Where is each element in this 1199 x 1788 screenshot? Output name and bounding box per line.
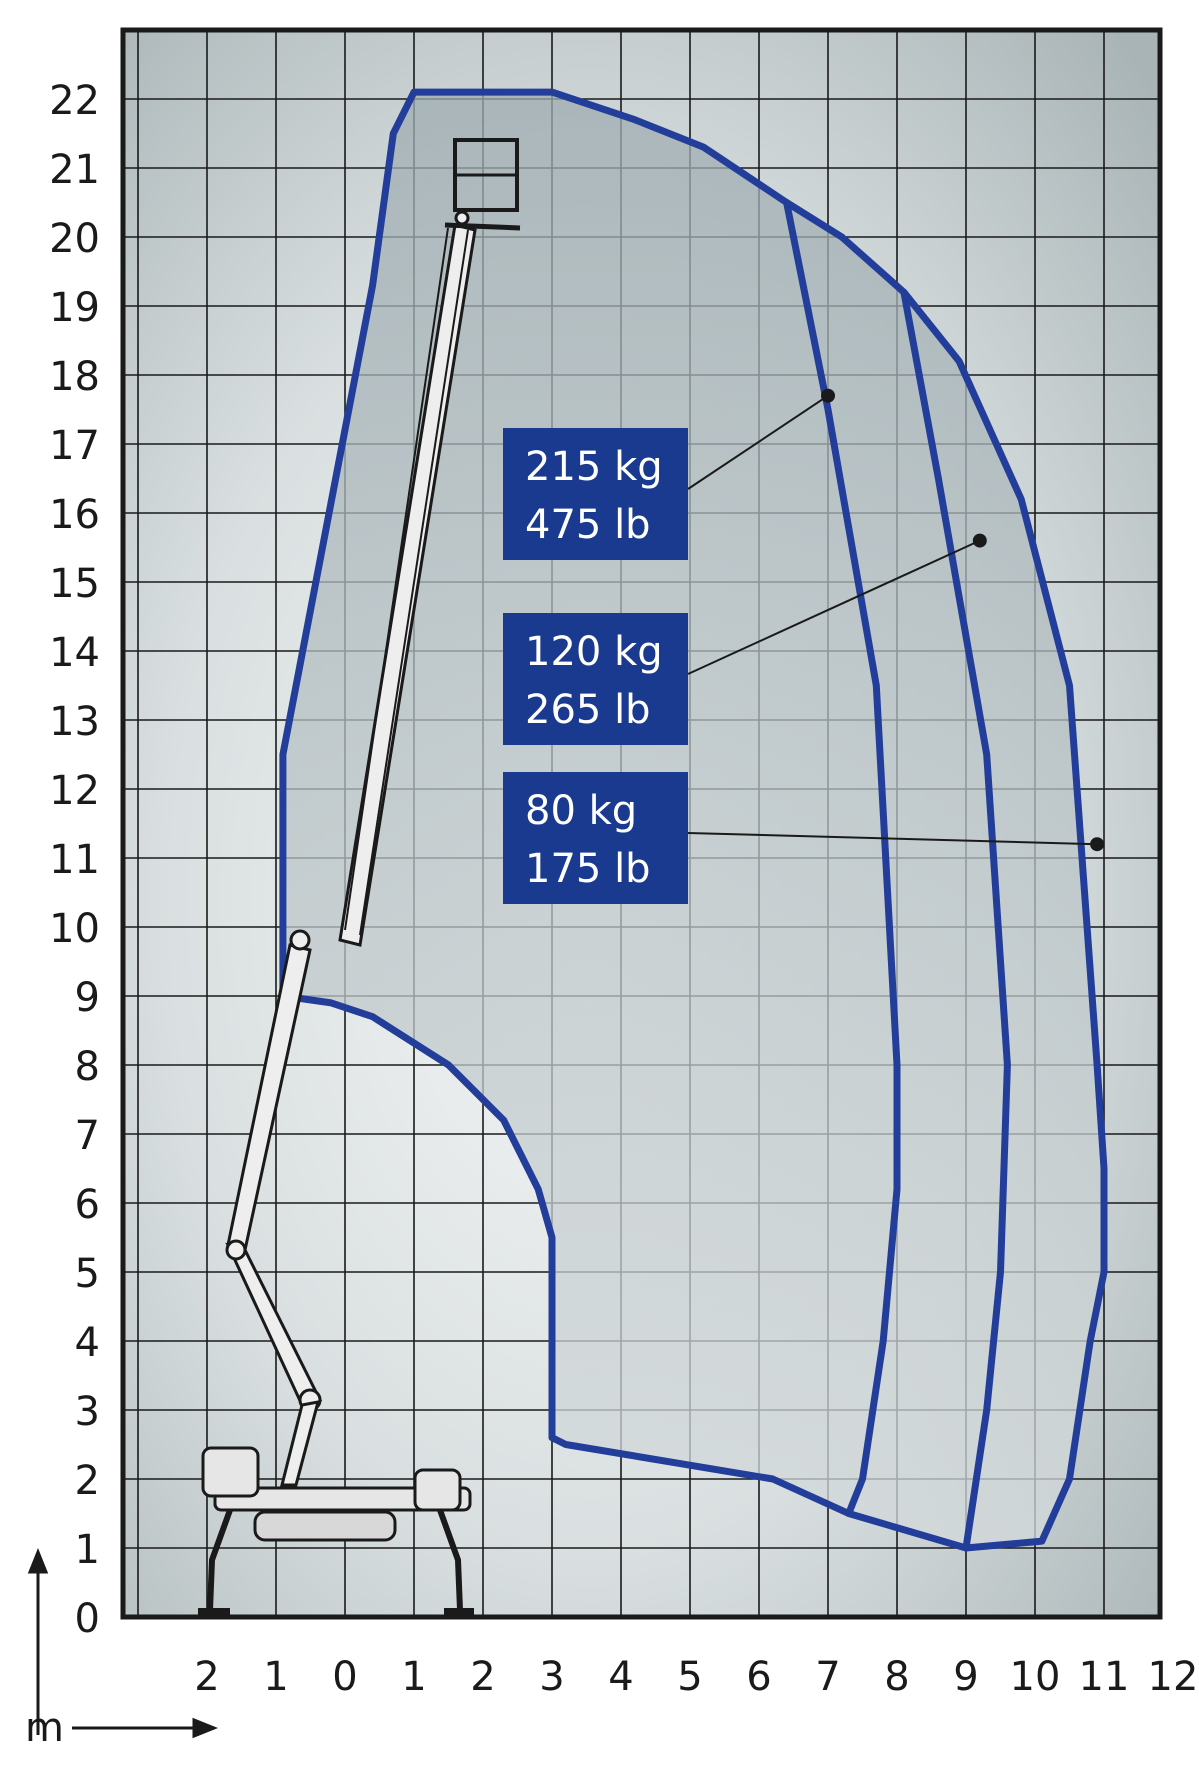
x-tick-label: 1 — [263, 1654, 289, 1700]
unit-label: m — [25, 1705, 64, 1751]
y-tick-label: 5 — [74, 1251, 100, 1297]
x-tick-label: 11 — [1078, 1654, 1130, 1700]
y-tick-label: 16 — [49, 492, 100, 538]
y-axis-ticks — [49, 78, 100, 1642]
load-label-kg: 215 kg — [525, 444, 663, 490]
x-tick-label: 2 — [470, 1654, 496, 1700]
y-tick-label: 1 — [74, 1527, 100, 1573]
load-label-lb: 265 lb — [525, 687, 651, 733]
y-tick-label: 18 — [49, 354, 100, 400]
y-tick-label: 4 — [74, 1320, 100, 1366]
y-tick-label: 6 — [74, 1182, 100, 1228]
load-label-lb: 475 lb — [525, 502, 651, 548]
load-label-kg: 80 kg — [525, 788, 638, 834]
x-tick-label: 0 — [332, 1654, 358, 1700]
y-tick-label: 12 — [49, 768, 100, 814]
x-tick-label: 10 — [1009, 1654, 1061, 1700]
x-tick-label: 2 — [194, 1654, 220, 1700]
load-point — [821, 389, 835, 403]
y-tick-label: 14 — [49, 630, 100, 676]
x-tick-label: 5 — [677, 1654, 703, 1700]
y-tick-label: 17 — [49, 423, 100, 469]
y-tick-label: 21 — [49, 147, 100, 193]
y-tick-label: 13 — [49, 699, 100, 745]
x-tick-label: 7 — [815, 1654, 841, 1700]
y-tick-label: 15 — [49, 561, 100, 607]
load-label-lb: 175 lb — [525, 846, 651, 892]
y-tick-label: 11 — [49, 837, 100, 883]
x-tick-label: 12 — [1147, 1654, 1199, 1700]
x-tick-label: 1 — [401, 1654, 427, 1700]
y-tick-label: 3 — [74, 1389, 100, 1435]
y-tick-label: 22 — [49, 78, 100, 124]
load-point — [973, 534, 987, 548]
load-point — [1090, 837, 1104, 851]
x-tick-label: 8 — [884, 1654, 910, 1700]
x-tick-label: 4 — [608, 1654, 634, 1700]
y-tick-label: 2 — [74, 1458, 100, 1504]
x-tick-label: 9 — [953, 1654, 979, 1700]
load-label-kg: 120 kg — [525, 629, 663, 675]
y-tick-label: 19 — [49, 285, 100, 331]
y-tick-label: 7 — [74, 1113, 100, 1159]
y-tick-label: 10 — [49, 906, 100, 952]
x-tick-label: 6 — [746, 1654, 772, 1700]
x-axis-ticks — [194, 1654, 1198, 1700]
x-tick-label: 3 — [539, 1654, 565, 1700]
y-tick-label: 9 — [74, 975, 100, 1021]
y-tick-label: 0 — [74, 1596, 100, 1642]
y-tick-label: 20 — [49, 216, 100, 262]
y-tick-label: 8 — [74, 1044, 100, 1090]
